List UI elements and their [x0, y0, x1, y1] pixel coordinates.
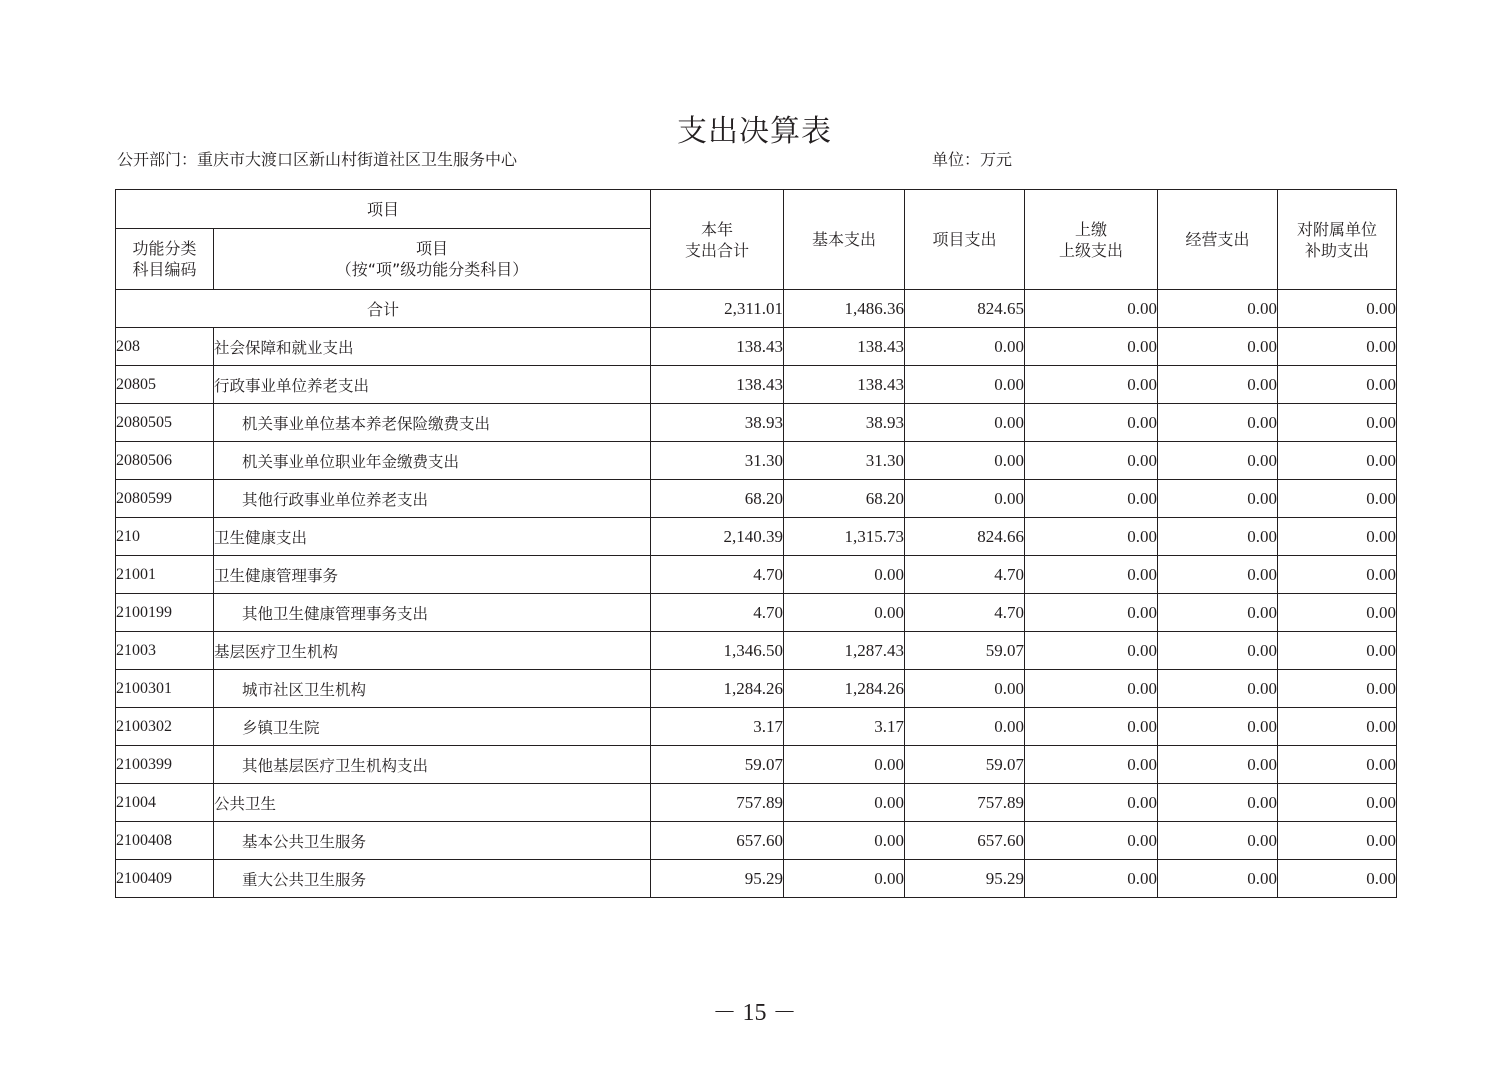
- row-name: 基层医疗卫生机构: [214, 632, 651, 670]
- row-code: 2080505: [116, 404, 214, 442]
- row-value: 0.00: [905, 708, 1025, 746]
- total-value: 0.00: [1025, 290, 1158, 328]
- row-name: 社会保障和就业支出: [214, 328, 651, 366]
- row-value: 4.70: [651, 556, 784, 594]
- row-value: 0.00: [1278, 594, 1397, 632]
- row-value: 95.29: [651, 860, 784, 898]
- row-value: 1,284.26: [651, 670, 784, 708]
- row-name: 基本公共卫生服务: [214, 822, 651, 860]
- row-code: 2080599: [116, 480, 214, 518]
- row-value: 138.43: [651, 366, 784, 404]
- row-value: 0.00: [1025, 594, 1158, 632]
- row-value: 0.00: [784, 860, 905, 898]
- header-business: 经营支出: [1158, 190, 1278, 290]
- row-value: 0.00: [1278, 822, 1397, 860]
- table-row: [116, 480, 1397, 518]
- row-value: 0.00: [784, 594, 905, 632]
- header-remit: 上缴 上级支出: [1025, 190, 1158, 290]
- row-name: 公共卫生: [214, 784, 651, 822]
- table-row: [116, 746, 1397, 784]
- unit-label: 单位：万元: [932, 150, 1013, 169]
- table-row: [116, 632, 1397, 670]
- row-value: 59.07: [905, 632, 1025, 670]
- row-value: 38.93: [784, 404, 905, 442]
- header-basic: 基本支出: [784, 190, 905, 290]
- row-value: 0.00: [1025, 860, 1158, 898]
- row-value: 0.00: [1278, 480, 1397, 518]
- row-value: 0.00: [1278, 670, 1397, 708]
- row-name: 卫生健康管理事务: [214, 556, 651, 594]
- row-code: 21001: [116, 556, 214, 594]
- header-total: 本年 支出合计: [651, 190, 784, 290]
- row-value: 1,284.26: [784, 670, 905, 708]
- row-name: 行政事业单位养老支出: [214, 366, 651, 404]
- table-row: [116, 556, 1397, 594]
- row-code: 2100302: [116, 708, 214, 746]
- row-value: 59.07: [905, 746, 1025, 784]
- row-value: 0.00: [1278, 366, 1397, 404]
- table-row: [116, 784, 1397, 822]
- total-row: [116, 290, 1397, 328]
- row-name: 卫生健康支出: [214, 518, 651, 556]
- row-value: 757.89: [905, 784, 1025, 822]
- total-value: 0.00: [1158, 290, 1278, 328]
- table-row: [116, 670, 1397, 708]
- row-value: 824.66: [905, 518, 1025, 556]
- row-code: 21003: [116, 632, 214, 670]
- row-value: 657.60: [651, 822, 784, 860]
- row-value: 0.00: [905, 404, 1025, 442]
- total-value: 2,311.01: [651, 290, 784, 328]
- row-value: 0.00: [784, 822, 905, 860]
- row-value: 59.07: [651, 746, 784, 784]
- total-value: 1,486.36: [784, 290, 905, 328]
- page-number: － 15 －: [712, 1000, 797, 1026]
- row-value: 1,315.73: [784, 518, 905, 556]
- department-label: 公开部门：重庆市大渡口区新山村街道社区卫生服务中心: [117, 150, 518, 169]
- row-value: 3.17: [784, 708, 905, 746]
- row-value: 0.00: [1278, 518, 1397, 556]
- row-value: 4.70: [651, 594, 784, 632]
- table-row: [116, 404, 1397, 442]
- row-code: 2100409: [116, 860, 214, 898]
- row-value: 657.60: [905, 822, 1025, 860]
- header-code: 功能分类 科目编码: [116, 229, 214, 290]
- row-value: 0.00: [1025, 366, 1158, 404]
- total-value: 824.65: [905, 290, 1025, 328]
- row-value: 95.29: [905, 860, 1025, 898]
- table-row: [116, 860, 1397, 898]
- row-value: 0.00: [1158, 822, 1278, 860]
- row-value: 0.00: [1158, 480, 1278, 518]
- row-code: 2100199: [116, 594, 214, 632]
- row-value: 1,346.50: [651, 632, 784, 670]
- row-value: 0.00: [1025, 518, 1158, 556]
- row-value: 138.43: [651, 328, 784, 366]
- row-value: 2,140.39: [651, 518, 784, 556]
- row-value: 4.70: [905, 556, 1025, 594]
- row-value: 0.00: [905, 328, 1025, 366]
- row-value: 757.89: [651, 784, 784, 822]
- row-value: 0.00: [1158, 860, 1278, 898]
- row-value: 0.00: [1158, 670, 1278, 708]
- row-value: 0.00: [1025, 442, 1158, 480]
- row-value: 0.00: [905, 480, 1025, 518]
- row-value: 0.00: [1025, 480, 1158, 518]
- row-value: 68.20: [784, 480, 905, 518]
- row-value: 0.00: [1278, 746, 1397, 784]
- row-code: 2080506: [116, 442, 214, 480]
- row-value: 138.43: [784, 366, 905, 404]
- row-value: 0.00: [1158, 746, 1278, 784]
- row-value: 138.43: [784, 328, 905, 366]
- table-row: [116, 442, 1397, 480]
- row-value: 0.00: [784, 746, 905, 784]
- row-value: 0.00: [1158, 594, 1278, 632]
- row-value: 31.30: [784, 442, 905, 480]
- row-value: 0.00: [1025, 632, 1158, 670]
- total-value: 0.00: [1278, 290, 1397, 328]
- row-value: 0.00: [1025, 746, 1158, 784]
- row-value: 0.00: [1025, 708, 1158, 746]
- row-name: 机关事业单位职业年金缴费支出: [214, 442, 651, 480]
- total-label: 合计: [116, 290, 651, 328]
- row-value: 0.00: [1025, 784, 1158, 822]
- row-value: 0.00: [905, 366, 1025, 404]
- row-name: 城市社区卫生机构: [214, 670, 651, 708]
- row-code: 2100301: [116, 670, 214, 708]
- row-value: 68.20: [651, 480, 784, 518]
- row-name: 重大公共卫生服务: [214, 860, 651, 898]
- table-row: [116, 594, 1397, 632]
- header-subsidy: 对附属单位 补助支出: [1278, 190, 1397, 290]
- table-row: [116, 822, 1397, 860]
- row-value: 0.00: [1158, 328, 1278, 366]
- row-code: 21004: [116, 784, 214, 822]
- row-name: 机关事业单位基本养老保险缴费支出: [214, 404, 651, 442]
- row-value: 0.00: [905, 670, 1025, 708]
- row-value: 0.00: [1278, 860, 1397, 898]
- table-body: [116, 290, 1397, 898]
- row-code: 210: [116, 518, 214, 556]
- row-code: 2100399: [116, 746, 214, 784]
- row-value: 0.00: [1025, 404, 1158, 442]
- header-item-group: 项目: [116, 190, 651, 229]
- header-project: 项目支出: [905, 190, 1025, 290]
- page-title: 支出决算表: [677, 114, 832, 149]
- header-name: 项目 （按“项”级功能分类科目）: [214, 229, 651, 290]
- row-value: 0.00: [1158, 708, 1278, 746]
- row-value: 4.70: [905, 594, 1025, 632]
- table-row: [116, 518, 1397, 556]
- row-name: 乡镇卫生院: [214, 708, 651, 746]
- row-value: 0.00: [1158, 784, 1278, 822]
- row-value: 0.00: [1278, 328, 1397, 366]
- row-value: 38.93: [651, 404, 784, 442]
- row-value: 1,287.43: [784, 632, 905, 670]
- row-value: 0.00: [905, 442, 1025, 480]
- row-value: 0.00: [1278, 632, 1397, 670]
- row-value: 0.00: [1158, 442, 1278, 480]
- expenditure-table: [115, 189, 1397, 898]
- row-name: 其他行政事业单位养老支出: [214, 480, 651, 518]
- row-value: 0.00: [1158, 366, 1278, 404]
- row-value: 0.00: [1158, 404, 1278, 442]
- row-code: 20805: [116, 366, 214, 404]
- row-value: 0.00: [1278, 708, 1397, 746]
- row-value: 0.00: [1025, 670, 1158, 708]
- row-value: 0.00: [1158, 632, 1278, 670]
- row-value: 0.00: [1025, 328, 1158, 366]
- row-value: 31.30: [651, 442, 784, 480]
- row-value: 0.00: [1158, 556, 1278, 594]
- row-value: 0.00: [1025, 822, 1158, 860]
- row-value: 0.00: [1158, 518, 1278, 556]
- row-value: 0.00: [784, 556, 905, 594]
- table-row: [116, 366, 1397, 404]
- row-value: 0.00: [1278, 556, 1397, 594]
- table-row: [116, 708, 1397, 746]
- row-code: 208: [116, 328, 214, 366]
- row-value: 0.00: [1278, 784, 1397, 822]
- row-code: 2100408: [116, 822, 214, 860]
- row-value: 3.17: [651, 708, 784, 746]
- row-value: 0.00: [784, 784, 905, 822]
- row-name: 其他卫生健康管理事务支出: [214, 594, 651, 632]
- row-name: 其他基层医疗卫生机构支出: [214, 746, 651, 784]
- row-value: 0.00: [1278, 442, 1397, 480]
- row-value: 0.00: [1025, 556, 1158, 594]
- table-row: [116, 328, 1397, 366]
- row-value: 0.00: [1278, 404, 1397, 442]
